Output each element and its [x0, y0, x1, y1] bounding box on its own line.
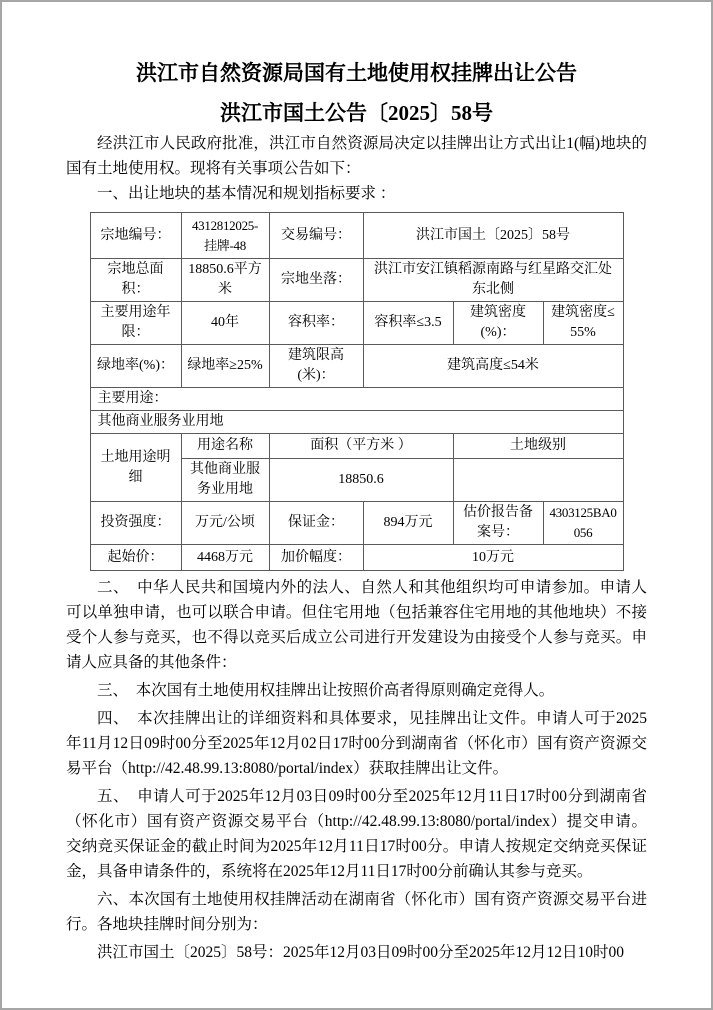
- paragraph-4: 四、 本次挂牌出让的详细资料和具体要求，见挂牌出让文件。申请人可于2025年11月12日09时00分至2025年12月02日17时00分到湖南省（怀化市）国有资产资源交易平台（http://42.48.99.13:8080/portal/index）获取挂牌出让文件。: [66, 710, 647, 777]
- table-row: [90, 259, 623, 302]
- table-row: [90, 545, 623, 571]
- total-area-value: 18850.6平方米: [181, 259, 269, 302]
- section-1-heading: 一、出让地块的基本情况和规划指标要求 ：: [97, 185, 396, 202]
- land-grade-value: [453, 459, 623, 502]
- table-row: [90, 302, 623, 345]
- land-info-table: [90, 212, 624, 571]
- paragraph-listing-time: 洪江市国土〔2025〕58号：2025年12月03日09时00分至2025年12月12日10时00: [97, 944, 625, 961]
- height-limit-value: 建筑高度≤54米: [363, 345, 623, 388]
- investment-intensity-label: 投资强度：: [90, 502, 181, 545]
- starting-price-value: 4468万元: [181, 545, 269, 571]
- plot-ratio-label: 容积率：: [269, 302, 363, 345]
- main-use-value: 其他商业服务业用地: [90, 411, 623, 434]
- appraisal-report-value: 4303125BA0056: [543, 502, 623, 545]
- use-term-value: 40年: [181, 302, 269, 345]
- transaction-number-value: 洪江市国土〔2025〕58号: [363, 213, 623, 259]
- document-title: 洪江市自然资源局国有土地使用权挂牌出让公告: [136, 61, 577, 85]
- green-rate-label: 绿地率(%)：: [90, 345, 181, 388]
- table-row: [90, 434, 623, 459]
- deposit-label: 保证金：: [269, 502, 363, 545]
- document-subtitle: 洪江市国土公告〔2025〕58号: [220, 101, 493, 125]
- location-value: 洪江市安江镇稻源南路与红星路交汇处东北侧: [363, 259, 623, 302]
- use-detail-label: 土地用途明细: [90, 434, 181, 502]
- building-density-value: 建筑密度≤55%: [543, 302, 623, 345]
- plot-ratio-value: 容积率≤3.5: [363, 302, 453, 345]
- table-row: [90, 502, 623, 545]
- paragraph-6: 六、本次国有土地使用权挂牌活动在湖南省（怀化市）国有资产资源交易平台进行。各地块挂牌时间分别为：: [66, 891, 647, 933]
- green-rate-value: 绿地率≥25%: [181, 345, 269, 388]
- table-row: [90, 213, 623, 259]
- appraisal-report-label: 估价报告备案号：: [453, 502, 543, 545]
- intro-paragraph: 经洪江市人民政府批准，洪江市自然资源局决定以挂牌出让方式出让1(幅)地块的国有土地使用权。现将有关事项公告如下：: [66, 135, 647, 177]
- land-grade-header: 土地级别: [453, 434, 623, 459]
- use-term-label: 主要用途年限：: [90, 302, 181, 345]
- table-row: [90, 388, 623, 411]
- use-name-value: 其他商业服务业用地: [181, 459, 269, 502]
- parcel-number-value: 4312812025-挂牌-48: [181, 213, 269, 259]
- deposit-value: 894万元: [363, 502, 453, 545]
- area-header: 面积（平方米 ）: [269, 434, 453, 459]
- transaction-number-label: 交易编号：: [269, 213, 363, 259]
- parcel-number-label: 宗地编号：: [90, 213, 181, 259]
- investment-intensity-value: 万元/公顷: [181, 502, 269, 545]
- use-name-header: 用途名称: [181, 434, 269, 459]
- increment-value: 10万元: [363, 545, 623, 571]
- main-use-label: 主要用途：: [90, 388, 623, 411]
- height-limit-label: 建筑限高(米)：: [269, 345, 363, 388]
- table-row: [90, 411, 623, 434]
- table-row: [90, 345, 623, 388]
- paragraph-3: 三、 本次国有土地使用权挂牌出让按照价高者得原则确定竞得人。: [97, 682, 555, 699]
- building-density-label: 建筑密度(%)：: [453, 302, 543, 345]
- paragraph-5: 五、 申请人可于2025年12月03日09时00分至2025年12月11日17时00分到湖南省（怀化市）国有资产资源交易平台（http://42.48.99.13:8080/portal/index）提交申请。交纳竞买保证金的截止时间为2025年12月11日17时00分。申请人按规定交纳竞买保证金，具备申请条件的，系统将在2025年12月11日17时00分前确认其参与竞买。: [66, 788, 647, 880]
- total-area-label: 宗地总面积：: [90, 259, 181, 302]
- paragraph-2: 二、 中华人民共和国境内外的法人、自然人和其他组织均可申请参加。申请人可以单独申请，也可以联合申请。但住宅用地（包括兼容住宅用地的其他地块）不接受个人参与竞买，也不得以竞买后成立公司进行开发建设为由接受个人参与竞买。申请人应具备的其他条件：: [66, 579, 647, 671]
- starting-price-label: 起始价：: [90, 545, 181, 571]
- area-value: 18850.6: [269, 459, 453, 502]
- increment-label: 加价幅度：: [269, 545, 363, 571]
- location-label: 宗地坐落：: [269, 259, 363, 302]
